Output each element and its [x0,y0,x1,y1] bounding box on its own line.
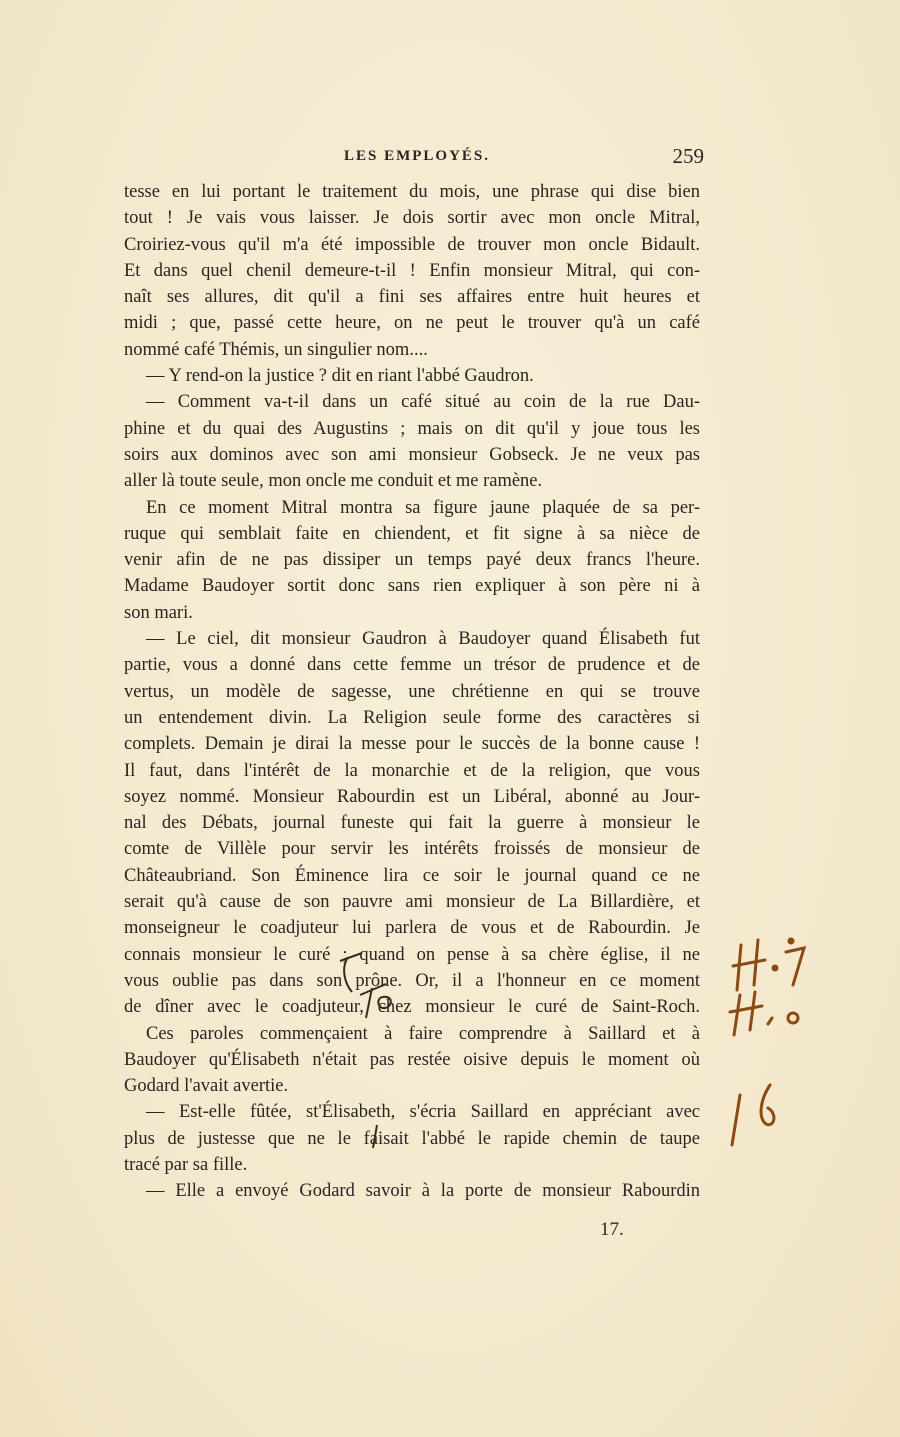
text-line: — Est-elle fûtée, st'Élisabeth, s'écria Saillard en appréciant avec [146,1102,700,1123]
text-line: En ce moment Mitral montra sa figure jaune plaquée de sa per- [146,497,700,518]
text-line: vertus, un modèle de sagesse, une chrétienne en qui se trouve [124,681,700,702]
text-line: — Le ciel, dit monsieur Gaudron à Baudoyer quand Élisabeth fut [146,629,700,650]
text-line: naît ses allures, dit qu'il a fini ses affaires entre huit heures et [124,287,700,308]
text-line: Et dans quel chenil demeure-t-il ! Enfin monsieur Mitral, qui con- [124,260,700,281]
text-line: serait qu'à cause de son pauvre ami monsieur de La Billardière, et [124,892,700,913]
text-line: de dîner avec le coadjuteur, chez monsieur le curé de Saint-Roch. [124,997,700,1018]
margin-note-2 [730,992,798,1035]
text-line: venir afin de ne pas dissiper un temps payé deux francs l'heure. [124,550,700,571]
text-line: Madame Baudoyer sortit donc sans rien expliquer à son père ni à [124,576,700,597]
text-line: partie, vous a donné dans cette femme un trésor de prudence et de [124,655,700,676]
text-line: tesse en lui portant le traitement du mois, une phrase qui dise bien [124,182,700,202]
text-line: comte de Villèle pour servir les intérêts froissés de monsieur de [124,839,700,860]
text-line: connais monsieur le curé ; quand on pense à sa chère église, il ne [124,944,700,965]
text-line: midi ; que, passé cette heure, on ne peut le trouver qu'à un café [124,313,700,334]
text-line: son mari. [124,602,193,623]
text-line: plus de justesse que ne le faisait l'abbé le rapide chemin de taupe [124,1128,700,1149]
margin-note-1 [733,939,804,990]
text-line: monseigneur le coadjuteur lui parlera de vous et de Rabourdin. Je [124,918,700,939]
text-line: — Y rend-on la justice ? dit en riant l'abbé Gaudron. [146,366,534,387]
text-line: aller là toute seule, mon oncle me conduit et me ramène. [124,471,543,492]
text-line: Baudoyer qu'Élisabeth n'était pas restée oisive depuis le moment où [124,1049,700,1070]
text-line: — Comment va-t-il dans un café situé au coin de la rue Dau- [146,392,700,413]
margin-note-3 [732,1085,774,1145]
text-line: Croiriez-vous qu'il m'a été impossible de trouver mon oncle Bidault. [124,234,700,255]
text-line: ruque qui semblait faite en chiendent, et fit signe à sa nièce de [124,523,700,544]
page-number: 259 [672,144,704,168]
text-line: Godard l'avait avertie. [124,1076,289,1097]
running-head: LES EMPLOYÉS. [344,148,491,164]
text-line: Châteaubriand. Son Éminence lira ce soir le journal quand ce ne [124,865,700,886]
text-line: nal des Débats, journal funeste qui fait la guerre à monsieur le [124,813,700,834]
text-line: Ces paroles commençaient à faire comprendre à Saillard et à [146,1023,700,1044]
text-line: phine et du quai des Augustins ; mais on dit qu'il y joue tous les [124,418,700,439]
text-line: tout ! Je vais vous laisser. Je dois sortir avec mon oncle Mitral, [124,208,700,229]
text-line: tracé par sa fille. [124,1154,248,1175]
text-line: complets. Demain je dirai la messe pour le succès de la bonne cause ! [124,734,700,755]
text-line: soirs aux dominos avec son ami monsieur Gobseck. Je ne veux pas [124,444,700,465]
insertion-mark [340,953,391,1148]
text-line: nommé café Thémis, un singulier nom.... [124,339,428,360]
signature-mark: 17. [600,1219,624,1240]
text-line: vous oublie pas dans son prône. Or, il a l'honneur en ce moment [124,970,700,991]
text-line: Il faut, dans l'intérêt de la monarchie et de la religion, que vous [124,760,700,781]
text-line: un entendement divin. La Religion seule forme des caractères si [124,707,700,728]
text-line: — Elle a envoyé Godard savoir à la porte de monsieur Rabourdin [146,1181,700,1202]
text-line: soyez nommé. Monsieur Rabourdin est un Libéral, abonné au Jour- [124,786,700,807]
